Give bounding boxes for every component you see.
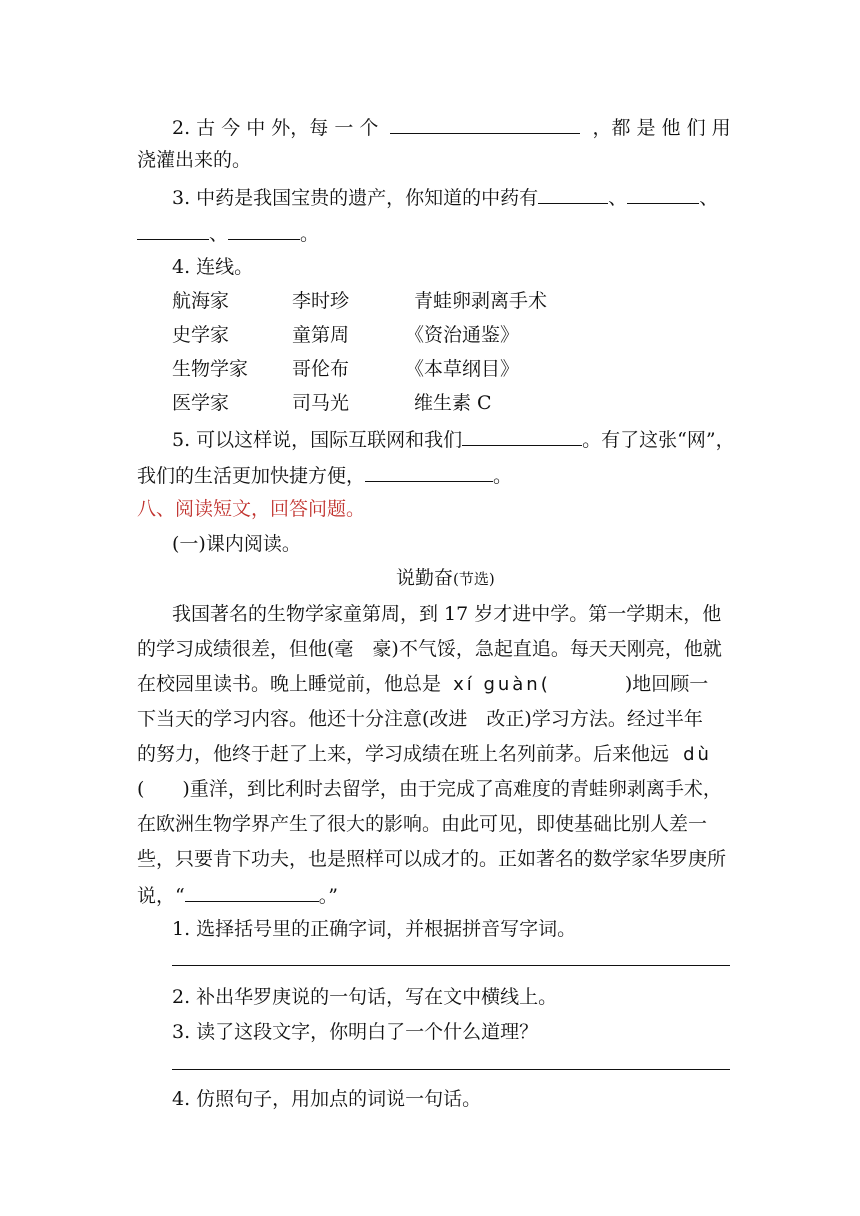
passage-title-note: (节选) [453,570,495,588]
q3-line1 [172,183,718,211]
q2-line1 [172,113,731,141]
q3-sep-3: 、 [209,223,229,245]
q4-col3-item[interactable]: 维生素 C [414,392,492,414]
passage-title-text: 说勤奋 [396,567,454,589]
q4-col1-item[interactable]: 史学家 [172,324,230,346]
q4-col2-item[interactable]: 李时珍 [292,290,350,312]
q4-col1-item[interactable]: 航海家 [172,290,230,312]
q3-blank-1[interactable] [538,183,608,204]
q5-blank-2[interactable] [365,461,493,482]
q5-line2 [137,461,512,489]
passage-line: 些，只要肯下功夫，也是照样可以成才的。正如著名的数学家华罗庚所 [137,848,727,870]
section8-heading: 八、阅读短文，回答问题。 [137,498,366,520]
passage-line: 下当天的学习内容。他还十分注意(改进 改正)学习方法。经过半年 [137,708,703,730]
passage-quote-open: 说，“ [137,885,185,907]
q2-blank[interactable] [390,113,580,134]
passage-line: 我国著名的生物学家童第周，到 17 岁才进中学。第一学期末，他 [172,603,722,625]
q4-col3-item[interactable]: 《本草纲目》 [405,358,520,380]
pinyin-du: dù [683,744,712,765]
q3-blank-3[interactable] [137,219,209,240]
q3-prefix: 3. 中药是我国宝贵的遗产，你知道的中药有 [172,187,539,209]
q3-line2 [137,219,319,247]
q2-suffix: ，都 是 他 们 用 [592,117,731,139]
q5-part2: 。有了这张“网”， [582,429,735,451]
q4-col1-item[interactable]: 生物学家 [172,358,249,380]
answer-line-3[interactable] [172,1069,730,1070]
question-3: 3. 读了这段文字，你明白了一个什么道理？ [172,1021,539,1043]
passage-line [137,671,708,698]
q5-part1: 5. 可以这样说，国际互联网和我们 [172,429,463,451]
q4-col2-item[interactable]: 司马光 [292,392,350,414]
passage-line-text-after: )地回顾一 [624,673,709,695]
q4-col3-item[interactable]: 《资治通鉴》 [405,324,520,346]
passage-line [137,636,722,662]
passage-line-text: 的学习成绩很差，但他(毫 豪)不气馁，急起直追。每天天刚亮，他就 [137,638,722,660]
q3-blank-2[interactable] [627,183,699,204]
q3-end: 。 [300,223,320,245]
question-4: 4. 仿照句子，用加点的词说一句话。 [172,1088,482,1110]
q4-title: 4. 连线。 [172,256,254,278]
passage-line-text: 的努力，他终于赶了上来，学习成绩在班上名列前茅。后来他远 [137,743,670,765]
passage-line [137,741,712,768]
q4-col2-item[interactable]: 童第周 [292,324,350,346]
passage-line [137,881,338,909]
q5-line1 [172,425,735,453]
q4-col3-item[interactable]: 青蛙卵剥离手术 [414,290,548,312]
q5-end: 。 [493,465,513,487]
q5-line2-text: 我们的生活更加快捷方便， [137,465,366,487]
q3-blank-4[interactable] [228,219,300,240]
hua-luogeng-quote-blank[interactable] [185,881,319,902]
q4-col2-item[interactable]: 哥伦布 [292,358,350,380]
question-2: 2. 补出华罗庚说的一句话，写在文中横线上。 [172,986,558,1008]
passage-line: ( )重洋，到比利时去留学，由于完成了高难度的青蛙卵剥离手术， [137,778,722,800]
question-1: 1. 选择括号里的正确字词，并根据拼音写字词。 [172,918,577,940]
q5-blank-1[interactable] [462,425,582,446]
q2-prefix: 2. 古 今 中 外，每 一 个 [172,117,379,139]
passage-quote-close: 。” [318,885,338,907]
q4-col1-item[interactable]: 医学家 [172,392,230,414]
q2-line2: 浇灌出来的。 [137,149,252,171]
passage-title [396,565,495,592]
section8-sub: (一)课内阅读。 [172,533,301,555]
passage-line: 在欧洲生物学界产生了很大的影响。由此可见，即使基础比别人差一 [137,813,708,835]
passage-line-text: 在校园里读书。晚上睡觉前，他总是 [137,673,442,695]
q3-sep-1: 、 [608,187,628,209]
pinyin-xiguan: xí guàn( [453,674,551,695]
answer-line-1[interactable] [172,965,730,966]
q3-sep-2: 、 [699,187,719,209]
